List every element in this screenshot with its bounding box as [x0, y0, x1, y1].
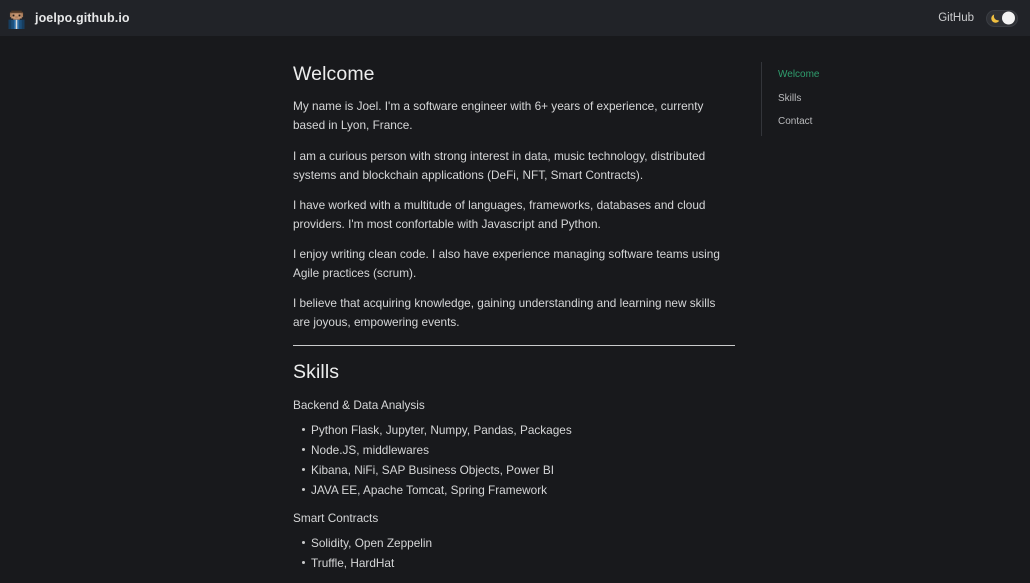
skills-title: Skills — [293, 361, 340, 384]
list-item: Node.JS, middlewares — [293, 443, 735, 457]
section-welcome — [293, 62, 735, 332]
theme-toggle[interactable] — [986, 10, 1018, 27]
section-divider — [293, 345, 735, 346]
list-item: Python Flask, Jupyter, Numpy, Pandas, Packages — [293, 423, 735, 437]
welcome-paragraph: I enjoy writing clean code. I also have experience managing software teams using Agile practices (scrum). — [293, 247, 720, 281]
brand-title: joelpo.github.io — [35, 11, 130, 25]
skill-list — [293, 423, 735, 498]
list-item: Kibana, NiFi, SAP Business Objects, Power BI — [293, 463, 735, 477]
list-item: JAVA EE, Apache Tomcat, Spring Framework — [293, 483, 735, 497]
main-content — [293, 62, 735, 583]
moon-icon — [990, 13, 1001, 24]
skill-group-heading: Smart Contracts — [293, 511, 379, 526]
github-link[interactable]: GitHub — [938, 12, 974, 24]
header-actions — [938, 10, 1024, 27]
list-item: Solidity, Open Zeppelin — [293, 536, 735, 550]
brand-link[interactable] — [4, 8, 130, 29]
page-title: Welcome — [293, 63, 375, 85]
welcome-paragraph: I am a curious person with strong interest in data, music technology, distributed systems and blockchain applications (DeFi, NFT, Smart Contracts). — [293, 148, 706, 182]
toc-item-welcome[interactable]: Welcome — [778, 69, 820, 80]
table-of-contents — [761, 62, 881, 136]
skill-group-heading: Backend & Data Analysis — [293, 397, 425, 412]
toc-item-skills[interactable]: Skills — [778, 92, 802, 104]
skill-list — [293, 536, 735, 570]
section-skills — [293, 360, 735, 570]
avatar-icon — [6, 8, 27, 29]
welcome-paragraph: I have worked with a multitude of languages, frameworks, databases and cloud providers. I'm most confortable with Javascript and Python. — [293, 197, 706, 231]
page-body — [0, 36, 1030, 583]
list-item: Truffle, HardHat — [293, 556, 735, 570]
welcome-paragraph: My name is Joel. I'm a software engineer with 6+ years of experience, currenty based in Lyon, France. — [293, 99, 704, 133]
site-header — [0, 0, 1030, 36]
theme-toggle-knob — [1002, 12, 1015, 25]
toc-item-contact[interactable]: Contact — [778, 116, 813, 127]
welcome-paragraph: I believe that acquiring knowledge, gaining understanding and learning new skills are joyous, empowering events. — [293, 296, 716, 330]
